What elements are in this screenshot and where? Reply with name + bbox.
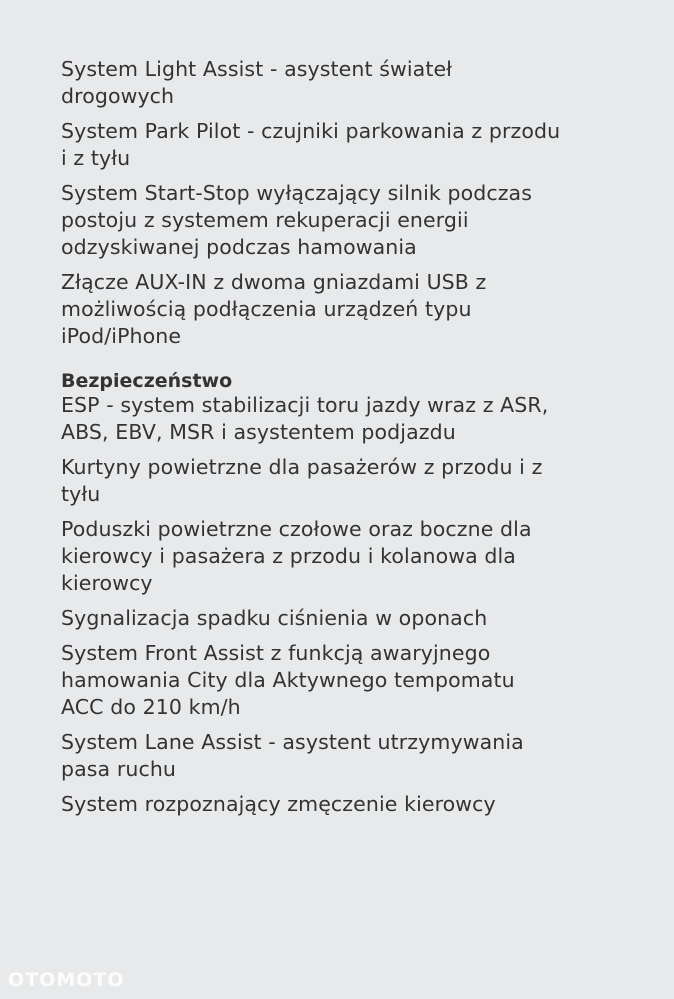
safety-item-front-assist: System Front Assist z funkcją awaryjnego hamowania City dla Aktywnego tempomatu ACC do 210 km/h: [61, 641, 515, 719]
safety-item-tire-pressure: Sygnalizacja spadku ciśnienia w oponach: [61, 606, 488, 630]
otomoto-watermark-logo: OTOMOTO: [8, 969, 125, 991]
equipment-list: [61, 56, 561, 826]
equipment-item-park-pilot: System Park Pilot - czujniki parkowania z przodu i z tyłu: [61, 119, 561, 170]
safety-item-esp: ESP - system stabilizacji toru jazdy wraz z ASR, ABS, EBV, MSR i asystentem podjazdu: [61, 393, 549, 444]
safety-item-airbags: Poduszki powietrzne czołowe oraz boczne dla kierowcy i pasażera z przodu i kolanowa dla kierowcy: [61, 517, 532, 595]
equipment-item-light-assist: System Light Assist - asystent świateł drogowych: [61, 57, 453, 108]
safety-item-fatigue-detection: System rozpoznający zmęczenie kierowcy: [61, 792, 496, 816]
safety-item-lane-assist: System Lane Assist - asystent utrzymywania pasa ruchu: [61, 730, 524, 781]
equipment-item-start-stop: System Start-Stop wyłączający silnik podczas postoju z systemem rekuperacji energii odzyskiwanej podczas hamowania: [61, 181, 533, 259]
section-heading-safety: Bezpieczeństwo: [61, 370, 233, 392]
equipment-item-aux-in: Złącze AUX-IN z dwoma gniazdami USB z możliwością podłączenia urządzeń typu iPod/iPhone: [61, 270, 487, 348]
safety-item-curtain-airbags: Kurtyny powietrzne dla pasażerów z przodu i z tyłu: [61, 455, 543, 506]
